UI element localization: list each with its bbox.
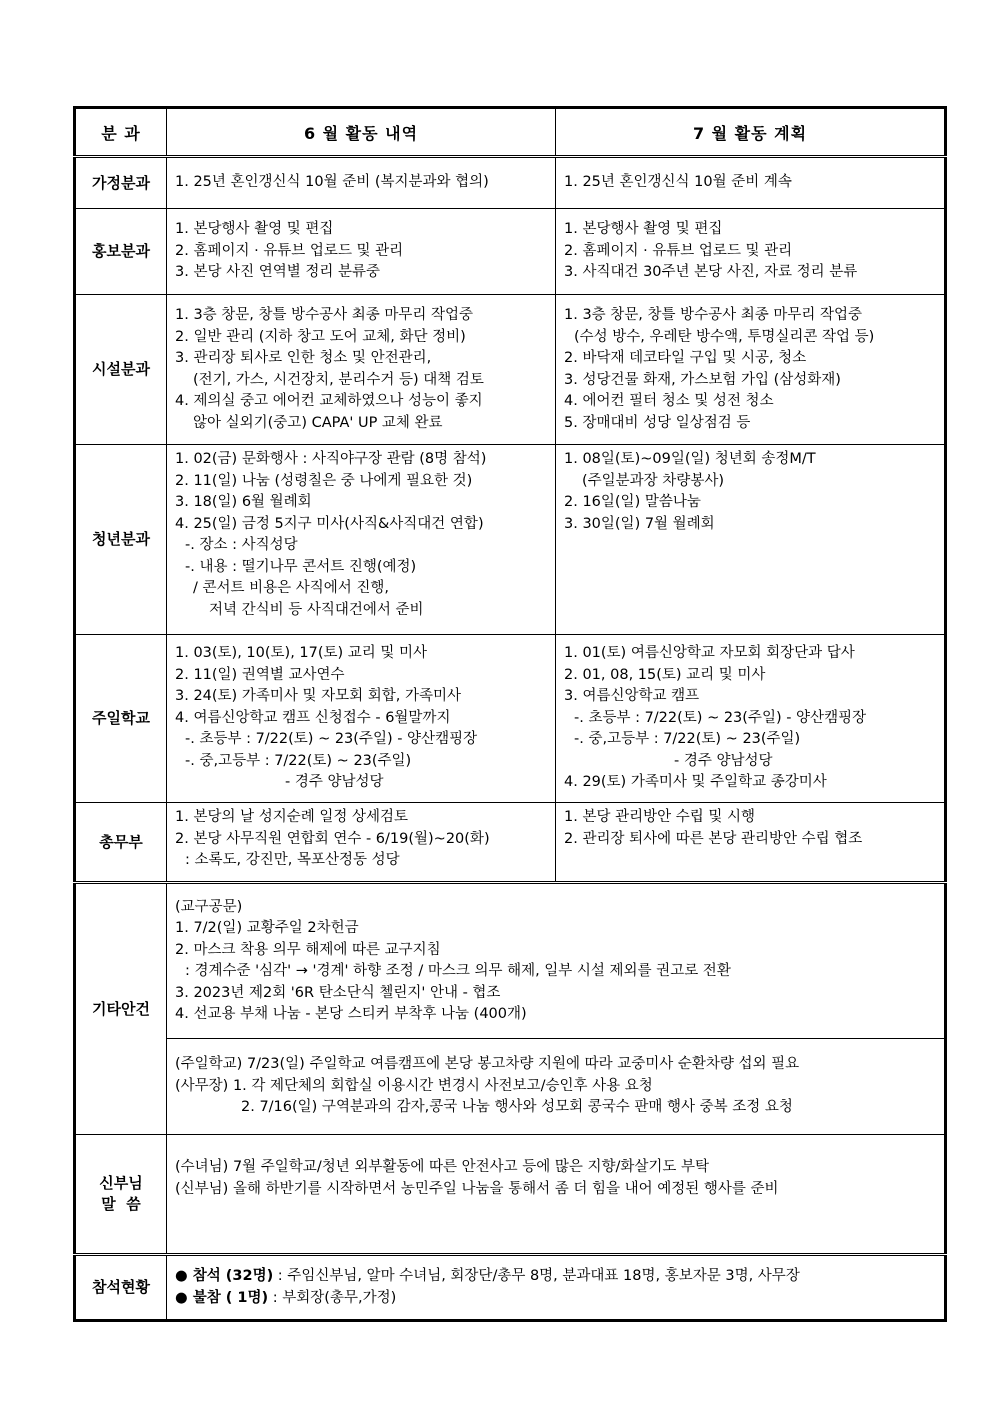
misc-line: (주일학교) 7/23(일) 주일학교 여름캠프에 본당 봉고차량 지원에 따라 교중미사 순환차량 섭외 필요 — [175, 1056, 800, 1073]
row-facility — [75, 295, 946, 445]
header-row — [75, 108, 946, 157]
attendance-details — [167, 1255, 946, 1321]
category-family: 가정분과 — [75, 157, 167, 209]
june-pr — [167, 209, 556, 295]
category-facility: 시설분과 — [75, 295, 167, 445]
june-line: 1. 본당행사 촬영 및 편집 — [175, 221, 334, 238]
july-line: 1. 01(토) 여름신앙학교 자모회 회장단과 답사 — [564, 645, 855, 662]
row-misc — [75, 883, 946, 1039]
activity-table — [73, 106, 947, 1322]
june-line: 1. 02(금) 문화행사 : 사직야구장 관람 (8명 참석) — [175, 451, 487, 467]
june-line: 2. 일반 관리 (지하 창고 도어 교체, 화단 정비) — [175, 328, 466, 345]
july-line: 3. 여름신앙학교 캠프 — [564, 688, 700, 705]
july-pr — [556, 209, 946, 295]
row-pr — [75, 209, 946, 295]
july-line: 5. 장매대비 성당 일상점검 등 — [564, 414, 751, 431]
absent-label: ● 불참 ( 1명) — [175, 1289, 269, 1306]
july-family — [556, 157, 946, 209]
june-family — [167, 157, 556, 209]
june-general-affairs — [167, 803, 556, 883]
june-line: 4. 25(일) 금정 5지구 미사(사직&사직대건 연합) — [175, 515, 484, 532]
category-priest-line1: 신부님 — [99, 1174, 143, 1192]
july-facility — [556, 295, 946, 445]
july-line: 3. 성당건물 화재, 가스보험 가입 (삼성화재) — [564, 371, 841, 388]
category-attendance: 참석현황 — [75, 1255, 167, 1321]
row-youth — [75, 445, 946, 635]
misc-line: : 경계수준 '심각' → '경계' 하향 조정 / 마스크 의무 해제, 일부 시설 제외를 권고로 전환 — [185, 963, 731, 979]
july-line: -. 초등부 : 7/22(토) ~ 23(주일) - 양산캠핑장 — [574, 709, 867, 726]
misc-line: 3. 2023년 제2회 '6R 탄소단식 첼린지' 안내 - 협조 — [175, 984, 501, 1001]
category-pr: 홍보분과 — [75, 209, 167, 295]
misc-line: 2. 7/16(일) 구역분과의 감자,콩국 나눔 행사와 성모회 콩국수 판매 행사 중복 조정 요청 — [241, 1099, 793, 1116]
category-priest-line2: 말 씀 — [101, 1195, 141, 1213]
priest-line: (신부님) 올해 하반기를 시작하면서 농민주일 나눔을 통해서 좀 더 힘을 내어 예정된 행사를 준비 — [175, 1180, 779, 1197]
june-line: -. 초등부 : 7/22(토) ~ 23(주일) - 양산캠핑장 — [185, 731, 478, 748]
row-family — [75, 157, 946, 209]
june-line: 1. 25년 혼인갱신식 10월 준비 (복지분과와 협의) — [175, 174, 489, 191]
june-line: 2. 본당 사무직원 연합회 연수 - 6/19(월)~20(화) — [175, 830, 490, 847]
june-line: 3. 관리장 퇴사로 인한 청소 및 안전관리, — [175, 350, 432, 366]
july-line: (주일분과장 차량봉사) — [582, 472, 724, 489]
june-line: 2. 11(일) 나눔 (성령칠은 중 나에게 필요한 것) — [175, 472, 473, 489]
category-sunday-school: 주일학교 — [75, 635, 167, 803]
july-line: 1. 본당행사 촬영 및 편집 — [564, 221, 723, 238]
june-line: 3. 18(일) 6월 월례회 — [175, 494, 312, 510]
misc-line: (사무장) 1. 각 제단체의 회합실 이용시간 변경시 사전보고/승인후 사용 요청 — [175, 1077, 653, 1094]
june-line: : 소록도, 강진만, 목포산정동 성당 — [185, 852, 400, 868]
june-line: -. 중,고등부 : 7/22(토) ~ 23(주일) — [185, 752, 412, 769]
july-line: 2. 관리장 퇴사에 따른 본당 관리방안 수립 협조 — [564, 830, 863, 847]
june-line: 1. 03(토), 10(토), 17(토) 교리 및 미사 — [175, 645, 428, 662]
june-line: 2. 홈페이지 · 유튜브 업로드 및 관리 — [175, 242, 404, 259]
july-line: (수성 방수, 우레탄 방수액, 투명실리콘 작업 등) — [574, 328, 875, 345]
july-line: 1. 3층 창문, 창틀 방수공사 최종 마무리 작업중 — [564, 307, 863, 323]
july-line: 4. 에어컨 필터 청소 및 성전 청소 — [564, 393, 774, 409]
misc-line: 4. 선교용 부채 나눔 - 본당 스티커 부착후 나눔 (400개) — [175, 1006, 527, 1022]
category-priest — [75, 1135, 167, 1255]
june-line: 않아 실외기(중고) CAPA' UP 교체 완료 — [193, 414, 443, 431]
misc-line: (교구공문) — [175, 898, 243, 915]
priest-line: (수녀님) 7월 주일학교/청년 외부활동에 따른 안전사고 등에 많은 지향/화살기도 부탁 — [175, 1159, 710, 1175]
june-line: / 콘서트 비용은 사직에서 진행, — [193, 580, 390, 596]
july-line: 3. 30일(일) 7월 월례회 — [564, 515, 715, 532]
june-line: 4. 여름신앙학교 캠프 신청접수 - 6월말까지 — [175, 709, 451, 726]
july-line: 3. 사직대건 30주년 본당 사진, 자료 정리 분류 — [564, 264, 858, 281]
june-line: -. 내용 : 떨기나무 콘서트 진행(예정) — [185, 558, 417, 575]
july-line: -. 중,고등부 : 7/22(토) ~ 23(주일) — [574, 731, 801, 748]
row-misc-2 — [75, 1039, 946, 1135]
june-youth — [167, 445, 556, 635]
june-line: 저녁 간식비 등 사직대건에서 준비 — [209, 601, 424, 618]
row-general-affairs — [75, 803, 946, 883]
header-july: 7 월 활동 계획 — [556, 108, 946, 157]
misc-diocese — [167, 883, 946, 1039]
july-line: 2. 16일(일) 말씀나눔 — [564, 494, 701, 510]
june-sunday-school — [167, 635, 556, 803]
present-text: : 주임신부님, 알마 수녀님, 회장단/총무 8명, 분과대표 18명, 홍보자문 3명, 사무장 — [273, 1268, 800, 1284]
july-line: 2. 01, 08, 15(토) 교리 및 미사 — [564, 666, 766, 683]
row-sunday-school — [75, 635, 946, 803]
misc-line: 1. 7/2(일) 교황주일 2차헌금 — [175, 920, 359, 936]
meeting-report — [73, 106, 944, 1322]
june-line: 2. 11(일) 권역별 교사연수 — [175, 666, 345, 683]
july-line: 1. 08일(토)~09일(일) 청년회 송정M/T — [564, 451, 816, 467]
absent-text: : 부회장(총무,가정) — [268, 1289, 397, 1306]
june-line: - 경주 양남성당 — [285, 774, 384, 791]
attendance-absent — [175, 1288, 936, 1310]
july-line: 1. 본당 관리방안 수립 및 시행 — [564, 809, 755, 825]
july-line: - 경주 양남성당 — [674, 752, 773, 769]
june-line: (전기, 가스, 시건장치, 분리수거 등) 대책 검토 — [193, 371, 484, 388]
june-line: 1. 본당의 날 성지순례 일정 상세검토 — [175, 809, 408, 825]
july-sunday-school — [556, 635, 946, 803]
july-general-affairs — [556, 803, 946, 883]
row-attendance — [75, 1255, 946, 1321]
july-youth — [556, 445, 946, 635]
misc-parish — [167, 1039, 946, 1135]
june-line: 1. 3층 창문, 창틀 방수공사 최종 마무리 작업중 — [175, 307, 474, 323]
header-june: 6 월 활동 내역 — [167, 108, 556, 157]
july-line: 2. 바닥재 데코타일 구입 및 시공, 청소 — [564, 350, 807, 366]
category-misc: 기타안건 — [75, 883, 167, 1135]
july-line: 1. 25년 혼인갱신식 10월 준비 계속 — [564, 174, 792, 191]
misc-line: 2. 마스크 착용 의무 해제에 따른 교구지침 — [175, 941, 441, 958]
header-category: 분 과 — [75, 108, 167, 157]
present-label: ● 참석 (32명) — [175, 1268, 274, 1284]
july-line: 4. 29(토) 가족미사 및 주일학교 종강미사 — [564, 774, 827, 791]
attendance-present — [175, 1266, 936, 1288]
june-line: 3. 24(토) 가족미사 및 자모회 회합, 가족미사 — [175, 688, 461, 705]
june-facility — [167, 295, 556, 445]
category-youth: 청년분과 — [75, 445, 167, 635]
june-line: 4. 제의실 중고 에어컨 교체하였으나 성능이 좋지 — [175, 393, 483, 409]
priest-remarks — [167, 1135, 946, 1255]
row-priest — [75, 1135, 946, 1255]
june-line: -. 장소 : 사직성당 — [185, 537, 298, 553]
july-line: 2. 홈페이지 · 유튜브 업로드 및 관리 — [564, 242, 793, 259]
category-general-affairs: 총무부 — [75, 803, 167, 883]
june-line: 3. 본당 사진 연역별 정리 분류중 — [175, 264, 380, 281]
